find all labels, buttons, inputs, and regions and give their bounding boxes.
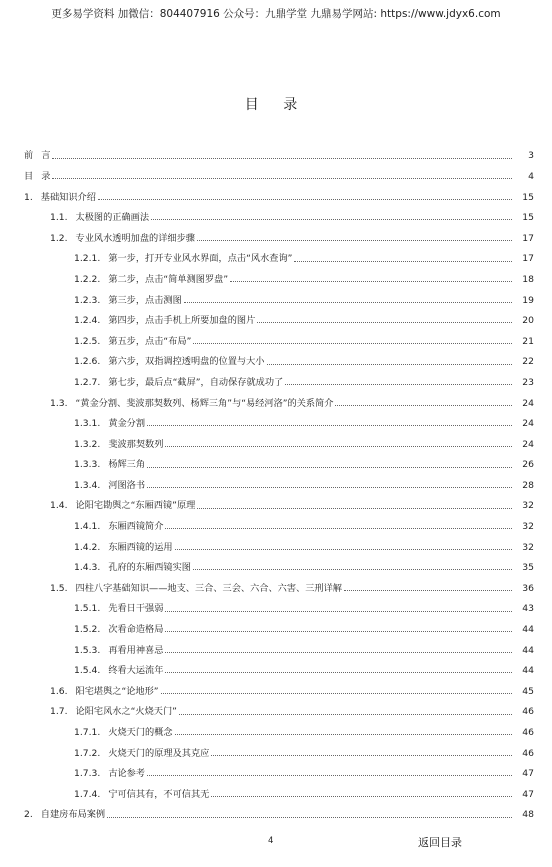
toc-entry-page: 44	[522, 665, 534, 677]
toc-entry[interactable]	[0, 243, 552, 264]
dot-leader	[165, 445, 512, 447]
toc-entry-page: 21	[522, 335, 534, 347]
toc-entry[interactable]	[0, 305, 552, 326]
toc-entry-title: 火烧天门的原理及其克应	[108, 747, 210, 759]
toc-entry[interactable]	[0, 511, 552, 532]
toc-entry[interactable]	[0, 408, 552, 429]
toc-entry-number: 1.7.3.	[74, 768, 101, 780]
toc-entry-title: 斐波那契数列	[108, 438, 164, 450]
toc-entry-page: 46	[522, 706, 534, 718]
toc-entry-number: 1.2.4.	[74, 315, 101, 327]
dot-leader	[165, 651, 512, 653]
toc-entry-number: 1.7.1.	[74, 727, 101, 739]
toc-entry[interactable]	[0, 367, 552, 388]
toc-entry[interactable]	[0, 202, 552, 223]
toc-entry-title: 第一步，打开专业风水界面，点击“风水查询”	[108, 253, 293, 265]
dot-leader	[52, 157, 512, 159]
dot-leader	[98, 198, 512, 200]
toc-entry-number: 前	[24, 150, 34, 162]
toc-entry[interactable]	[0, 799, 552, 820]
toc-entry[interactable]	[0, 264, 552, 285]
toc-entry-number: 1.3.3.	[74, 459, 101, 471]
toc-entry-page: 23	[522, 376, 534, 388]
toc-entry-title: 自建房布局案例	[40, 809, 106, 821]
toc-entry-page: 36	[522, 582, 534, 594]
toc-entry[interactable]	[0, 284, 552, 305]
toc-entry-number: 1.2.	[50, 232, 68, 244]
dot-leader	[193, 342, 512, 344]
toc-entry-page: 17	[522, 232, 534, 244]
toc-entry[interactable]	[0, 346, 552, 367]
dot-leader	[165, 671, 512, 673]
toc-entry-page: 43	[522, 603, 534, 615]
toc-entry-number: 1.5.2.	[74, 624, 101, 636]
toc-entry-number: 1.4.1.	[74, 521, 101, 533]
toc-entry[interactable]	[0, 778, 552, 799]
toc-entry-number: 1.4.	[50, 500, 68, 512]
dot-leader	[285, 383, 512, 385]
dot-leader	[230, 280, 512, 282]
toc-entry-page: 24	[522, 397, 534, 409]
toc-entry[interactable]	[0, 696, 552, 717]
toc-entry-number: 1.5.1.	[74, 603, 101, 615]
dot-leader	[197, 507, 512, 509]
toc-entry[interactable]	[0, 325, 552, 346]
dot-leader	[257, 321, 512, 323]
page-number: 4	[268, 836, 274, 846]
dot-leader	[147, 466, 512, 468]
toc-entry-page: 32	[522, 500, 534, 512]
toc-entry-title: 专业风水透明加盘的详细步骤	[75, 232, 195, 244]
toc-entry-title: 录	[41, 170, 51, 182]
toc-entry[interactable]	[0, 140, 552, 161]
toc-entry[interactable]	[0, 717, 552, 738]
toc-entry[interactable]	[0, 675, 552, 696]
back-to-toc-link[interactable]: 返回目录	[418, 836, 462, 849]
toc-entry-title: “黄金分割、斐波那契数列、杨辉三角”与“易经河洛”的关系简介	[75, 397, 334, 409]
toc-entry-number: 1.4.2.	[74, 541, 101, 553]
dot-leader	[211, 795, 512, 797]
toc-entry-page: 26	[522, 459, 534, 471]
toc-entry-title: 基础知识介绍	[40, 191, 96, 203]
toc-entry[interactable]	[0, 552, 552, 573]
toc-entry-title: 黄金分割	[108, 418, 146, 430]
toc-entry-page: 3	[528, 150, 534, 162]
toc-entry-number: 1.5.4.	[74, 665, 101, 677]
dot-leader	[193, 568, 512, 570]
dot-leader	[165, 630, 512, 632]
toc-entry-title: 言	[41, 150, 51, 162]
toc-entry-page: 20	[522, 315, 534, 327]
toc-entry[interactable]	[0, 222, 552, 243]
dot-leader	[294, 260, 512, 262]
toc-entry[interactable]	[0, 593, 552, 614]
toc-entry[interactable]	[0, 181, 552, 202]
dot-leader	[267, 363, 513, 365]
toc-entry-page: 17	[522, 253, 534, 265]
toc-entry-number: 1.2.6.	[74, 356, 101, 368]
dot-leader	[161, 692, 512, 694]
toc-entry-page: 32	[522, 541, 534, 553]
toc-entry-title: 宁可信其有，不可信其无	[108, 788, 210, 800]
toc-entry[interactable]	[0, 531, 552, 552]
toc-entry-page: 28	[522, 479, 534, 491]
toc-entry-page: 46	[522, 727, 534, 739]
toc-entry-title: 第二步，点击“简单测图罗盘”	[108, 273, 229, 285]
toc-entry-page: 24	[522, 438, 534, 450]
toc-entry-title: 第三步，点击测图	[108, 294, 182, 306]
toc-entry-number: 1.7.	[50, 706, 68, 718]
toc-entry-title: 第七步，最后点“截屏”，自动保存就成功了	[108, 376, 284, 388]
toc-entry-number: 目	[24, 170, 34, 182]
toc-entry-title: 阳宅堪舆之“论地形”	[75, 685, 159, 697]
toc-entry-page: 46	[522, 747, 534, 759]
toc-entry-number: 1.2.5.	[74, 335, 101, 347]
toc-entry-title: 太极图的正确画法	[75, 212, 150, 224]
toc-entry[interactable]	[0, 758, 552, 779]
toc-entry[interactable]	[0, 387, 552, 408]
toc-entry[interactable]	[0, 572, 552, 593]
toc-entry-title: 次看命造格局	[108, 624, 164, 636]
toc-entry-number: 1.	[24, 191, 33, 203]
toc-entry-number: 1.4.3.	[74, 562, 101, 574]
toc-entry-page: 18	[522, 273, 534, 285]
dot-leader	[147, 424, 512, 426]
toc-entry[interactable]	[0, 655, 552, 676]
toc-entry-title: 古论参考	[108, 768, 146, 780]
toc-entry-title: 东厢西镜简介	[108, 521, 164, 533]
toc-entry-number: 1.2.7.	[74, 376, 101, 388]
toc-entry[interactable]	[0, 161, 552, 182]
dot-leader	[147, 774, 512, 776]
toc-entry[interactable]	[0, 634, 552, 655]
toc-entry-page: 44	[522, 624, 534, 636]
toc-entry-page: 15	[522, 191, 534, 203]
toc-entry-number: 1.3.2.	[74, 438, 101, 450]
dot-leader	[52, 177, 512, 179]
dot-leader	[175, 548, 512, 550]
toc-entry-page: 24	[522, 418, 534, 430]
toc-entry-number: 1.5.3.	[74, 644, 101, 656]
toc-entry-title: 火烧天门的概念	[108, 727, 173, 739]
toc-entry-number: 1.5.	[50, 582, 68, 594]
toc-entry[interactable]	[0, 428, 552, 449]
toc-entry[interactable]	[0, 614, 552, 635]
toc-entry-title: 先看日干强弱	[108, 603, 164, 615]
toc-entry-page: 19	[522, 294, 534, 306]
toc-entry-number: 1.7.4.	[74, 788, 101, 800]
dot-leader	[165, 610, 512, 612]
dot-leader	[147, 486, 512, 488]
toc-entry[interactable]	[0, 470, 552, 491]
toc-entry-number: 2.	[24, 809, 33, 821]
toc-entry-title: 再看用神喜忌	[108, 644, 164, 656]
page-title: 目 录	[244, 97, 308, 113]
dot-leader	[211, 754, 512, 756]
toc-entry-number: 1.2.2.	[74, 273, 101, 285]
toc-entry[interactable]	[0, 449, 552, 470]
toc-entry-title: 杨辉三角	[108, 459, 146, 471]
dot-leader	[179, 713, 512, 715]
toc-entry-page: 47	[522, 768, 534, 780]
toc-entry-title: 孔府的东厢西镜实图	[108, 562, 191, 574]
toc-entry-page: 4	[528, 170, 534, 182]
toc-entry-number: 1.3.4.	[74, 479, 101, 491]
toc-entry-number: 1.6.	[50, 685, 68, 697]
toc-entry-page: 22	[522, 356, 534, 368]
toc-entry-title: 河图洛书	[108, 479, 146, 491]
toc-entry-title: 第六步，双指调控透明盘的位置与大小	[108, 356, 265, 368]
toc-entry-title: 东厢西镜的运用	[108, 541, 173, 553]
toc-entry-page: 44	[522, 644, 534, 656]
toc-entry-page: 35	[522, 562, 534, 574]
toc-list	[0, 140, 552, 820]
toc-entry[interactable]	[0, 490, 552, 511]
header-note: 更多易学资料 加微信：804407916 公众号：九鼎学堂 九鼎易学网站: https://www.jdyx6.com	[51, 8, 501, 20]
toc-entry-number: 1.1.	[50, 212, 68, 224]
toc-entry-title: 论阳宅风水之“火烧天门”	[75, 706, 177, 718]
dot-leader	[175, 733, 512, 735]
dot-leader	[344, 589, 512, 591]
toc-entry-title: 第四步，点击手机上所要加盘的图片	[108, 315, 256, 327]
toc-entry-page: 15	[522, 212, 534, 224]
dot-leader	[184, 301, 512, 303]
toc-entry-title: 终看大运流年	[108, 665, 164, 677]
dot-leader	[165, 527, 512, 529]
dot-leader	[335, 404, 512, 406]
toc-entry-number: 1.2.1.	[74, 253, 101, 265]
toc-entry-page: 45	[522, 685, 534, 697]
dot-leader	[197, 239, 512, 241]
toc-entry-number: 1.3.	[50, 397, 68, 409]
toc-entry-title: 论阳宅勘舆之“东厢西镜”原理	[75, 500, 196, 512]
toc-entry-page: 32	[522, 521, 534, 533]
toc-entry-title: 第五步，点击“布局”	[108, 335, 192, 347]
toc-entry[interactable]	[0, 737, 552, 758]
toc-entry-page: 48	[522, 809, 534, 821]
toc-entry-title: 四柱八字基础知识——地支、三合、三会、六合、六害、三刑详解	[75, 582, 342, 594]
dot-leader	[107, 816, 512, 818]
toc-entry-page: 47	[522, 788, 534, 800]
dot-leader	[151, 218, 512, 220]
toc-entry-number: 1.7.2.	[74, 747, 101, 759]
toc-entry-number: 1.3.1.	[74, 418, 101, 430]
toc-entry-number: 1.2.3.	[74, 294, 101, 306]
